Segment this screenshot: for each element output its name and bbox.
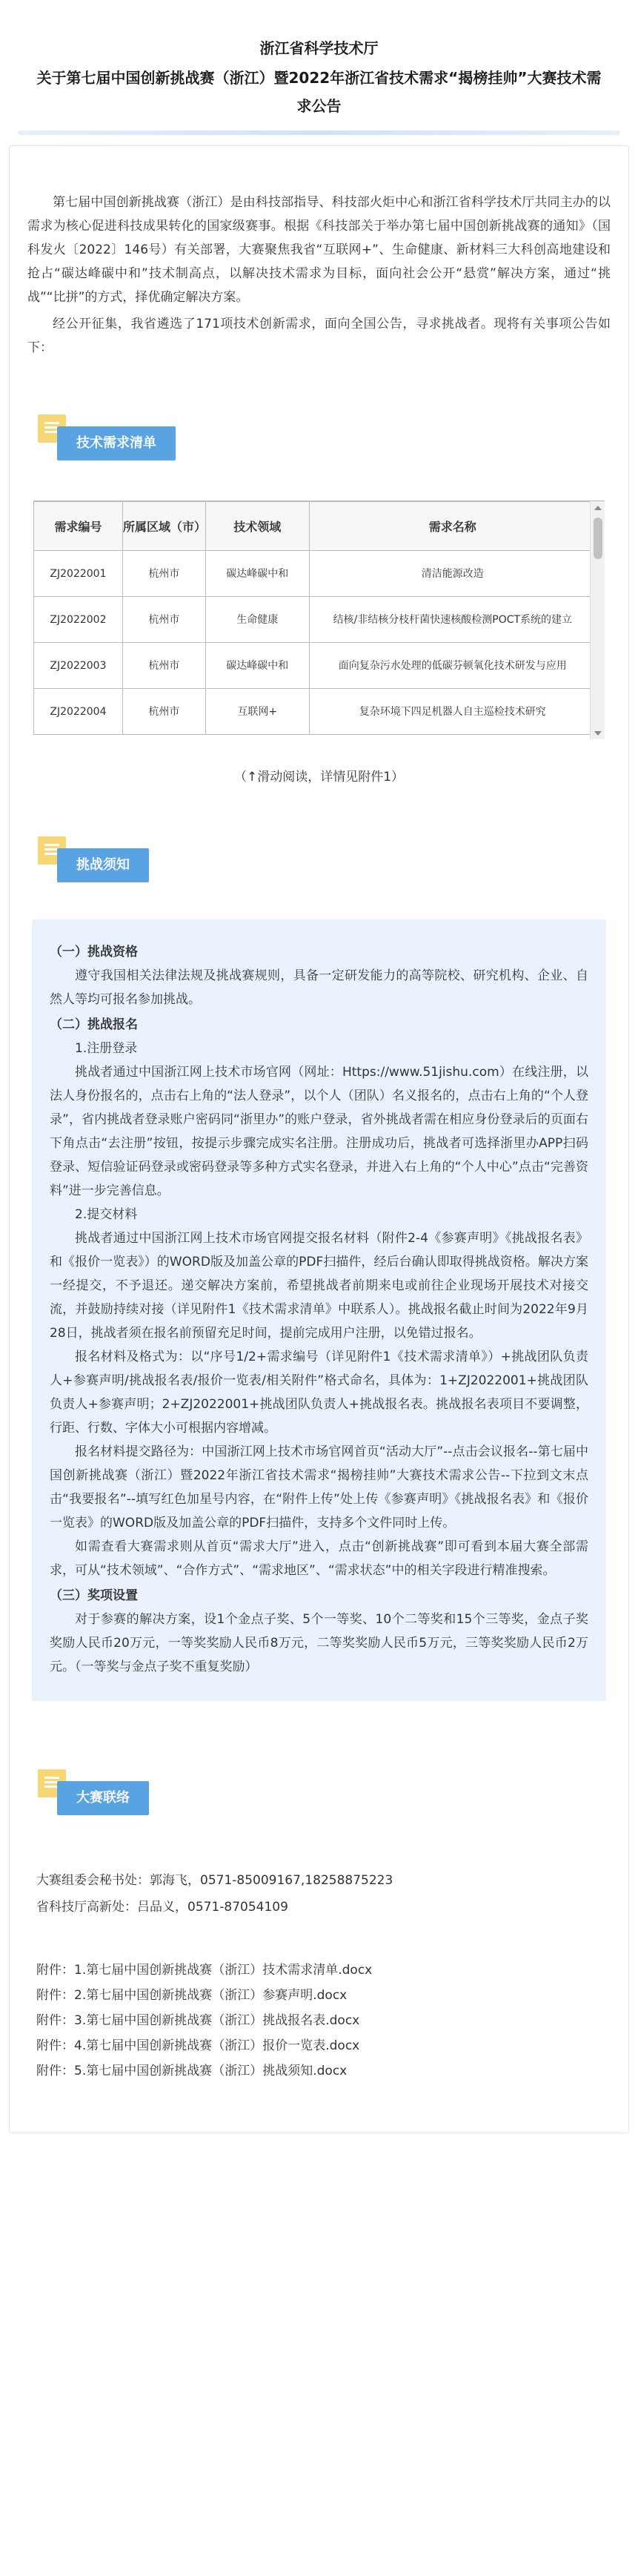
contact-line: 省科技厅高新处：吕品义，0571-87054109: [36, 1900, 288, 1915]
attachment-link[interactable]: 附件：3.第七届中国创新挑战赛（浙江）挑战报名表.docx: [36, 2013, 360, 2028]
table-cell: 杭州市: [122, 597, 205, 643]
table-cell: 互联网+: [205, 689, 309, 735]
contact-info: [36, 1867, 602, 1921]
scroll-hint: （↑滑动阅读，详情见附件1）: [233, 770, 405, 785]
page-title: 关于第七届中国创新挑战赛（浙江）暨2022年浙江省技术需求“揭榜挂帅”大赛技术需求公告: [36, 69, 602, 115]
column-header: 需求名称: [309, 502, 596, 551]
section-header-challenge-notice: [27, 836, 611, 885]
table-cell: 杭州市: [122, 689, 205, 735]
notice-heading-qualification: （一）挑战资格: [50, 945, 138, 960]
table-cell: 杭州市: [122, 551, 205, 597]
table-cell: 杭州市: [122, 643, 205, 689]
issuing-organization: 浙江省科学技术厅: [259, 39, 379, 57]
table-cell: 碳达峰碳中和: [205, 643, 309, 689]
column-header: 技术领域: [205, 502, 309, 551]
table-cell: 结核/非结核分枝杆菌快速核酸检测POCT系统的建立: [309, 597, 596, 643]
content-frame: [9, 145, 629, 2133]
section-title: 技术需求清单: [57, 426, 176, 460]
table-cell: ZJ2022002: [34, 597, 123, 643]
notice-paragraph: 报名材料及格式为：以“序号1/2+需求编号（详见附件1《技术需求清单》）+挑战团队负责人+参赛声明/挑战报名表/报价一览表/相关附件”格式命名，具体为：1+ZJ2022001+挑战团队负责人+参赛声明；2+ZJ2022001+挑战团队负责人+挑战报名表。挑战报名表项目不要调整，行距、行数、字体大小可根据内容增减。: [50, 1350, 588, 1436]
attachment-link[interactable]: 附件：5.第七届中国创新挑战赛（浙江）挑战须知.docx: [36, 2064, 348, 2078]
notice-paragraph: 对于参赛的解决方案，设1个金点子奖、5个一等奖、10个二等奖和15个三等奖，金点子奖奖励人民币20万元，一等奖奖励人民币8万元，二等奖奖励人民币5万元，三等奖奖励人民币2万元。（一等奖与金点子奖不重复奖励）: [50, 1612, 588, 1674]
table-cell: 生命健康: [205, 597, 309, 643]
notice-heading-awards: （三）奖项设置: [50, 1588, 138, 1603]
attachment-link[interactable]: 附件：2.第七届中国创新挑战赛（浙江）参赛声明.docx: [36, 1988, 348, 2003]
table-cell: 碳达峰碳中和: [205, 551, 309, 597]
attachment-link[interactable]: 附件：4.第七届中国创新挑战赛（浙江）报价一览表.docx: [36, 2038, 360, 2053]
table-cell: ZJ2022004: [34, 689, 123, 735]
table-row: [34, 597, 597, 643]
notice-paragraph: 报名材料提交路径为：中国浙江网上技术市场官网首页“活动大厅”--点击会议报名--第七届中国创新挑战赛（浙江）暨2022年浙江省技术需求“揭榜挂帅”大赛技术需求公告--下拉到文末点击“我要报名”--填写红色加星号内容，在“附件上传”处上传《参赛声明》《挑战报名表》和《报价一览表》的WORD版及加盖公章的PDF扫描件，支持多个文件同时上传。: [50, 1444, 588, 1530]
notice-subheading: 2.提交材料: [75, 1207, 138, 1222]
intro-paragraph-2: 经公开征集，我省遴选了171项技术创新需求，面向全国公告，寻求挑战者。现将有关事项公告如下：: [27, 317, 611, 355]
title-divider: [18, 131, 620, 135]
contact-line: 大赛组委会秘书处：郭海飞，0571-85009167,18258875223: [36, 1873, 393, 1888]
table-row: [34, 551, 597, 597]
notice-paragraph: 挑战者通过中国浙江网上技术市场官网提交报名材料（附件2-4《参赛声明》《挑战报名表》和《报价一览表》）的WORD版及加盖公章的PDF扫描件，经后台确认即取得挑战资格。解决方案一经提交，不予退还。递交解决方案前，希望挑战者前期来电或前往企业现场开展技术对接交流，并鼓励持续对接（详见附件1《技术需求清单》中联系人）。挑战报名截止时间为2022年9月28日，挑战者须在报名前预留充足时间，提前完成用户注册，以免错过报名。: [50, 1231, 588, 1341]
section-title: 挑战须知: [57, 848, 149, 882]
table-header-row: [34, 502, 597, 551]
notice-paragraph: 如需查看大赛需求则从首页“需求大厅”进入，点击“创新挑战赛”即可看到本届大赛全部需求，可从“技术领域”、“合作方式”、“需求地区”、“需求状态”中的相关字段进行精准搜索。: [50, 1539, 588, 1578]
scroll-up-arrow-icon[interactable]: [594, 506, 602, 510]
column-header: 所属区域（市）: [122, 502, 205, 551]
notice-heading-registration: （二）挑战报名: [50, 1017, 138, 1032]
section-title: 大赛联络: [57, 1781, 149, 1815]
header: [0, 0, 638, 120]
requirement-table: [33, 501, 597, 735]
table-cell: 清洁能源改造: [309, 551, 596, 597]
attachment-link[interactable]: 附件：1.第七届中国创新挑战赛（浙江）技术需求清单.docx: [36, 1963, 373, 1978]
section-header-contact: [27, 1769, 611, 1818]
attachment-list: [36, 1958, 602, 2084]
table-scrollbar[interactable]: [590, 501, 605, 739]
table-cell: 面向复杂污水处理的低碳芬顿氧化技术研发与应用: [309, 643, 596, 689]
table-row: [34, 689, 597, 735]
table-cell: ZJ2022003: [34, 643, 123, 689]
intro-paragraph-1: 第七届中国创新挑战赛（浙江）是由科技部指导、科技部火炬中心和浙江省科学技术厅共同主办的以需求为核心促进科技成果转化的国家级赛事。根据《科技部关于举办第七届中国创新挑战赛的通知》（国科发火〔2022〕146号）有关部署，大赛聚焦我省“互联网+”、生命健康、新材料三大科创高地建设和抢占“碳达峰碳中和”技术制高点，以解决技术需求为目标，面向社会公开“悬赏”解决方案，通过“挑战”“比拼”的方式，择优确定解决方案。: [27, 195, 611, 305]
notice-paragraph: 遵守我国相关法律法规及挑战赛规则，具备一定研发能力的高等院校、研究机构、企业、自然人等均可报名参加挑战。: [50, 968, 588, 1007]
intro: [27, 191, 611, 360]
notice-paragraph: 挑战者通过中国浙江网上技术市场官网（网址：Https://www.51jishu.com）在线注册，以法人身份报名的，点击右上角的“法人登录”，以个人（团队）名义报名的，点击右上角的“个人登录”，省内挑战者登录账户密码同“浙里办”的账户登录，省外挑战者需在相应身份登录后的页面右下角点击“去注册”按钮，按提示步骤完成实名注册。注册成功后，挑战者可选择浙里办APP扫码登录、短信验证码登录或密码登录等多种方式实名登录，并进入右上角的“个人中心”点击“完善资料”进一步完善信息。: [50, 1065, 588, 1198]
requirement-table-scroll[interactable]: [33, 501, 605, 739]
table-cell: ZJ2022001: [34, 551, 123, 597]
challenge-notice-box: [32, 919, 606, 1701]
table-cell: 复杂环境下四足机器人自主巡检技术研究: [309, 689, 596, 735]
section-header-requirement-list: [27, 415, 611, 463]
scroll-down-arrow-icon[interactable]: [594, 731, 602, 736]
notice-subheading: 1.注册登录: [75, 1041, 138, 1056]
column-header: 需求编号: [34, 502, 123, 551]
table-row: [34, 643, 597, 689]
scrollbar-thumb[interactable]: [594, 518, 602, 559]
